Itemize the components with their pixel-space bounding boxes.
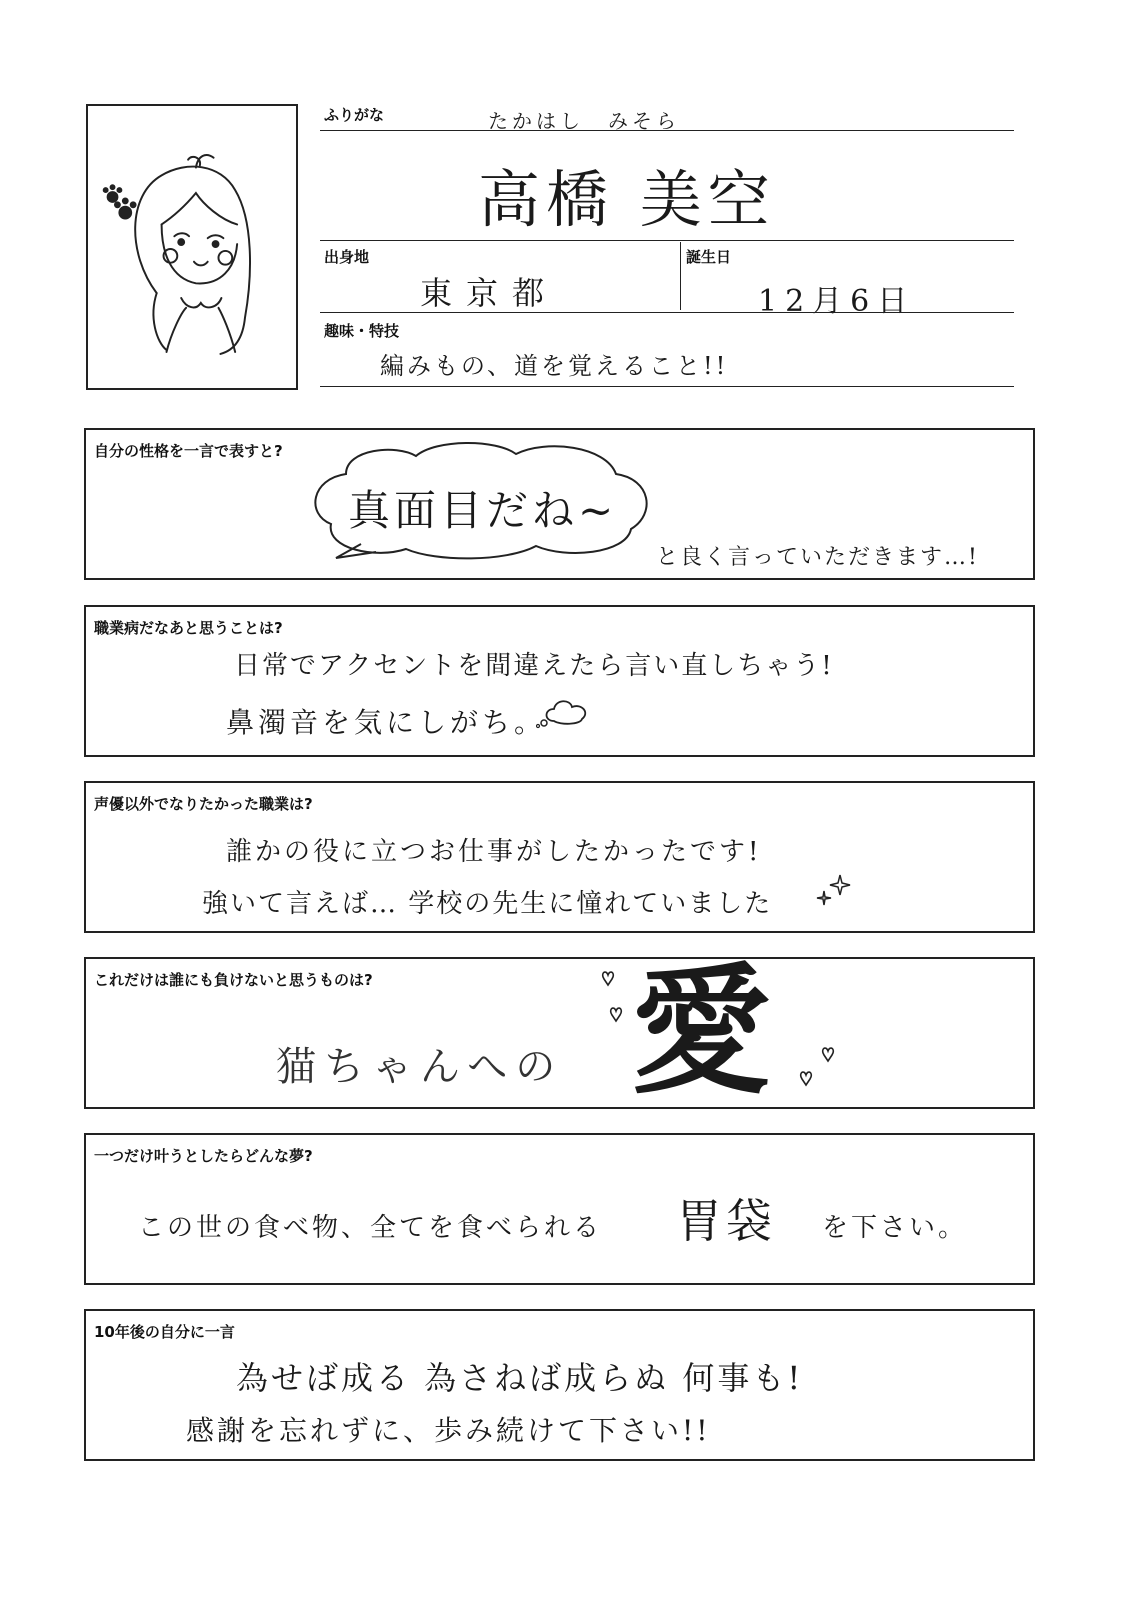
birthplace-birthday-divider: [680, 242, 681, 310]
sparkle-doodle: [814, 873, 854, 909]
full-name: 高橋 美空: [478, 163, 776, 236]
hobby-value: 編みもの、道を覚えること!!: [380, 352, 729, 380]
answer-line-2: 鼻濁音を気にしがち。: [226, 706, 547, 739]
answer-line-1: 為せば成る 為さねば成らぬ 何事も!: [236, 1359, 804, 1397]
profile-illustration: [86, 104, 298, 390]
birthplace-value: 東京都: [420, 274, 559, 312]
answer-line-1: 猫ちゃんへの: [276, 1044, 564, 1090]
hobby-label: 趣味・特技: [324, 322, 400, 340]
question-other-career: [84, 781, 1035, 933]
question-one-wish: [84, 1133, 1035, 1285]
answer-line-2: 強いて言えば… 学校の先生に憧れていました: [202, 889, 773, 919]
question-personality: [84, 428, 1035, 580]
question-label: これだけは誰にも負けないと思うものは?: [94, 971, 373, 989]
answer-line-2: 感謝を忘れずに、歩み続けて下さい!!: [186, 1414, 711, 1447]
furigana-label: ふりがな: [324, 106, 385, 124]
answer-line-1: 真面目だね~: [348, 486, 618, 535]
question-label: 一つだけ叶うとしたらどんな夢?: [94, 1147, 313, 1165]
question-label: 声優以外でなりたかった職業は?: [94, 795, 313, 813]
answer-line-1: 誰かの役に立つお仕事がしたかったです!: [226, 837, 762, 867]
hobby-underline: [320, 386, 1014, 387]
answer-line-2: と良く言っていただきます…!: [656, 545, 979, 570]
question-unbeatable: [84, 950, 1035, 1114]
birthday-label: 誕生日: [686, 248, 732, 266]
question-label: 職業病だなあと思うことは?: [94, 619, 283, 637]
answer-emphasis: 愛: [631, 950, 772, 1114]
furigana-underline: [320, 130, 1014, 131]
answer-emphasis: 胃袋: [676, 1194, 776, 1248]
question-message-to-future-self: [84, 1309, 1035, 1461]
self-portrait-drawing: [88, 106, 296, 388]
furigana-value: たかはし みそら: [488, 109, 680, 133]
question-label: 自分の性格を一言で表すと?: [94, 442, 283, 460]
birthday-value: 12月6日: [758, 284, 916, 319]
answer-line-1: 日常でアクセントを間違えたら言い直しちゃう!: [234, 651, 834, 681]
cloud-doodle: [536, 695, 596, 729]
answer-line-2: を下さい。: [822, 1213, 968, 1243]
name-underline: [320, 240, 1014, 241]
question-label: 10年後の自分に一言: [94, 1323, 235, 1341]
birthplace-label: 出身地: [324, 248, 370, 266]
answer-line-1: この世の食べ物、全てを食べられる: [138, 1213, 603, 1243]
question-occupational-habit: [84, 605, 1035, 757]
birthplace-underline: [320, 312, 1014, 313]
hearts-doodle: [596, 967, 856, 1107]
